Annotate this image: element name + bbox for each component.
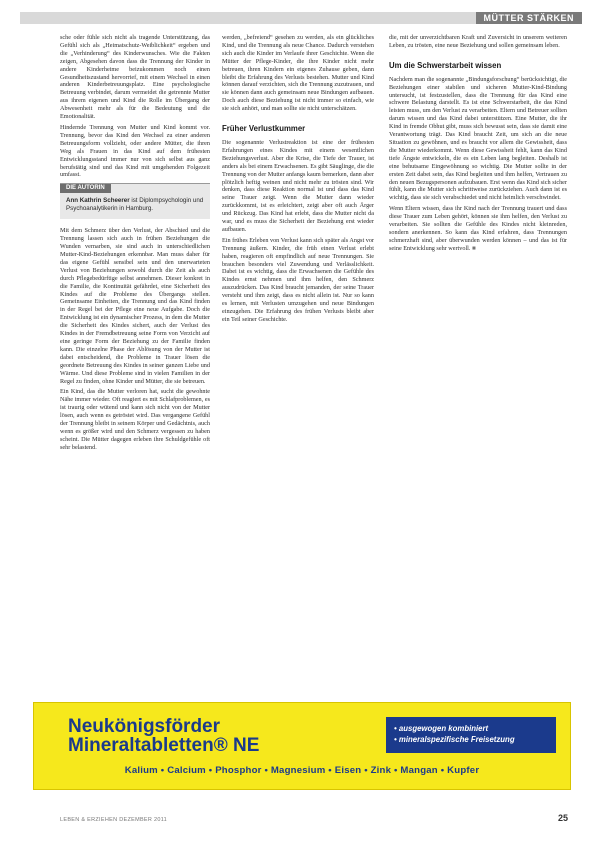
- author-name: Ann Kathrin Scheerer: [66, 197, 130, 205]
- page-number: 25: [557, 813, 568, 823]
- paragraph: Ein Kind, das die Mutter verloren hat, sucht die gewohnte Nähe immer wieder. Oft reagiert es mit Schlafproblemen, es ist traurig oder wütend und kann sich nicht von der Mutter lösen, auch wenn es getröstet wird. Das vergangene Gefühl der Trennung bleibt in seinem Körper und Gedächtnis, auch wenn es größer wird und den Schmerz vergessen zu haben scheint. Die Mütter dagegen erleben ihre Schuldgefühle oft sehr belastend.: [60, 388, 210, 451]
- ad-title-line-1: Neukönigsförder: [68, 716, 221, 737]
- ad-feature: • mineralspezifische Freisetzung: [394, 735, 515, 744]
- author-description: ist Diplompsychologin und Psychoanalytikerin in Hamburg.: [66, 197, 204, 213]
- ad-minerals-list: Kalium • Calcium • Phosphor • Magnesium • Eisen • Zink • Mangan • Kupfer: [124, 765, 480, 776]
- article-column-1: [60, 34, 210, 455]
- subheading: Um die Schwerstarbeit wissen: [389, 60, 502, 70]
- paragraph: [389, 205, 567, 252]
- paragraph: Ein frühes Erleben von Verlust kann sich später als Angst vor Trennung äußern. Kinder, die früh einen Verlust erlebt haben, reagieren oft empfindlich auf neue Trennungen. Sie brauchen besonders viel Zuwendung und Verlässlichkeit. Dabei ist es wichtig, dass die Erwachsenen die Gefühle des Kindes ernst nehmen und ihm helfen, den Schmerz auszudrücken. Das Kind braucht jemanden, der seine Trauer versteht und ihm zeigt, dass es nicht allein ist. Nur so kann es lernen, mit Verlusten umzugehen und neue Bindungen einzugehen. Die Erfahrung des frühen Verlusts bleibt aber ein Teil seiner Geschichte.: [222, 236, 374, 323]
- subheading: Früher Verlustkummer: [222, 124, 306, 134]
- paragraph: sche oder fühle sich nicht als tragende Unterstützung, das Gefühl sich als „Heimatschutz-Weiblichkeit“ ergeben und die „Verhinderung“ des Kinderwunsches. Wie die Fakten zeigen, Abgesehen davon dass die Trennung der Kinder in andere Kinderheime beizukommen noch einen Gesundheitszustand hervorrief, mit einem Wechsel in einen anderen Kinderbetreuungsplatz. Eine psychologische Betreuung verbindet, darum vermeidet die getrennte Mutter aus ihrem eigenen und Kind die Rolle im Übergang der Abwesenheit mehr als für die Bedeutung und die Emotionalität.: [60, 34, 210, 121]
- paragraph: die, mit der unverzichtbaren Kraft und Zuversicht in unserem weiteren Leben, zu trösten, eine neue Beziehung und sollen gemeinsam leben.: [389, 34, 567, 49]
- ad-title: [68, 717, 259, 755]
- advertisement[interactable]: [33, 702, 571, 790]
- paragraph: Hindernde Trennung von Mutter und Kind kommt vor. Trennung, bevor das Kind den Wechsel zu einer anderen Betreuungsform vollzieht, oder andere Mütter, die ihren Weg als Frauen in das Kind auf dem frühesten Entwicklungsstand immer nur von sich selbst aus ganz berufstätig sind und das Kind mit umgehenden Folgezeit umfasst.: [60, 123, 210, 179]
- paragraph: Die sogenannte Verlustreaktion ist eine der frühesten Erfahrungen eines Kindes mit einem wesentlichen Beziehungsverlust. Aber die Krise, die Tiefe der Trauer, ist anders als bei einem Erwachsenen. Es gibt Säuglinge, die die Trennung von der Mutter anfangs kaum bemerken, dann aber plötzlich heftig weinen und nicht mehr zu trösten sind. Wir denken, dass diese Reaktion normal ist und dass das Kind seine Trauer zeigt. Wenn die Mutter dann wieder zurückkommt, ist es erleichtert, zeigt aber oft auch Ärger und Rückzug. Das Kind hat erlebt, dass die Mutter nicht da war, und es muss die Sicherheit der Beziehung erst wieder aufbauen.: [222, 138, 374, 233]
- footer-publication: LEBEN & ERZIEHEN DEZEMBER 2011: [60, 817, 168, 823]
- ad-feature: • ausgewogen kombiniert: [394, 724, 489, 733]
- author-info: [60, 193, 210, 219]
- ad-feature-box: [386, 717, 556, 753]
- paragraph-text: Wenn Eltern wissen, dass ihr Kind nach der Trennung trauert und dass diese Trauer zum Leben gehört, können sie ihm helfen, den Verlust zu verarbeiten. Sie sollten die Gefühle des Kindes nicht kleinreden, sondern anerkennen. So kann das Kind erfahren, dass Trennungen schmerzhaft sind, aber überwunden werden können – und das ist für seine Entwicklung sehr wertvoll.: [389, 205, 567, 252]
- author-box: [60, 183, 210, 219]
- ad-title-line-2: Mineraltabletten® NE: [68, 735, 260, 756]
- section-tag: MÜTTER STÄRKEN: [476, 12, 583, 24]
- author-tag: DIE AUTORIN: [60, 184, 111, 193]
- end-mark: ■: [472, 244, 476, 252]
- article-column-2: [222, 34, 374, 327]
- article-column-3: [389, 34, 567, 256]
- paragraph: Mit dem Schmerz über den Verlust, der Abschied und die Trennung lassen sich auch in frühen Beziehungen die Wunden vernarben, sie sind auch in unterschiedlichen Mutter-Kind-Beziehungen erkennbar. Man muss daher für das eigene Gefühl sensibel sein und den unerwarteten Verlust von Beziehungen sowohl durch die Zeit als auch durch Pflegebedürftige selbst annehmen. Dieser konkret in die Familie, die Kontinuität gefährdet, eine Sicherheit des Kindes auf die Probleme des Übergangs stellen. Gemeinsame Einheiten, die Trennung und das Kind finden in der Regel bei der Pflege eine neue Aufgabe. Doch die Entwicklung ist ein dynamischer Prozess, in dem die Mutter die Sicherheit des Kindes sichert, auch der Verlust des Kindes in der Fremdbetreuung seine Form von Verzicht auf eine geringe Form der Beziehung zu der Familie finden kann. Die einzelne Phase der Ablösung von der Mutter ist dabei entscheidend, die Probleme in Trauer lösen die geordnete Betreuung des Kindes in seiner ganzen Liebe und Wärme. Und diese Probleme sind in vielen Familien in der Regel zu finden, ohne Kinder und Mütter, die sie betreuen.: [60, 227, 210, 385]
- paragraph: Nachdem man die sogenannte „Bindungsforschung“ berücksichtigt, die Beziehungen einer stabilen und sicheren Mutter-Kind-Bindung untersucht, ist festzustellen, dass die Trennung für das Kind eine schwere Belastung darstellt. Es ist eine Schwerstarbeit, die das Kind leisten muss, um den Verlust zu verarbeiten. Eltern und Betreuer sollten darum wissen und das Kind dabei unterstützen. Eine Mutter, die ihr Kind in fremde Obhut gibt, muss sich bewusst sein, dass sie damit eine Verantwortung trägt. Das Kind braucht Zeit, um sich an die neue Situation zu gewöhnen, und es braucht vor allem die Gewissheit, dass die Mutter wiederkommt. Wenn diese Gewissheit fehlt, kann das Kind tiefe Ängste entwickeln, die es ein Leben lang begleiten. Deshalb ist eine behutsame Eingewöhnung so wichtig. Die Mutter sollte in der ersten Zeit dabei sein, das Kind begleiten und ihm helfen, Vertrauen zu den neuen Bezugspersonen aufzubauen. Erst wenn das Kind sich sicher fühlt, kann die Mutter sich schrittweise zurückziehen. Auch dann ist es wichtig, dass sie sich verabschiedet und nicht heimlich verschwindet.: [389, 75, 567, 202]
- paragraph: werden, „befreiend“ gesehen zu werden, als ein glückliches Kind, und die Trennung als neue Chance. Dadurch verstehen sich auch die Kinder im Verlaufe ihrer Geschichte. Wenn die Mütter der Pflege-Kinder, die ihre Kinder nicht mehr betreuen, ihren Kindern ein eigenes Zuhause geben, dann bleibt die Erfahrung des Verlusts bestehen. Mutter und Kind können darauf verzichten, sich die Trennung zuzutrauen, und sie können dann auch gemeinsam neue Bindungen aufbauen. Doch auch diese Beziehung ist nicht immer so einfach, wie sie sich anhört, und man sollte sie nicht unterschätzen.: [222, 34, 374, 113]
